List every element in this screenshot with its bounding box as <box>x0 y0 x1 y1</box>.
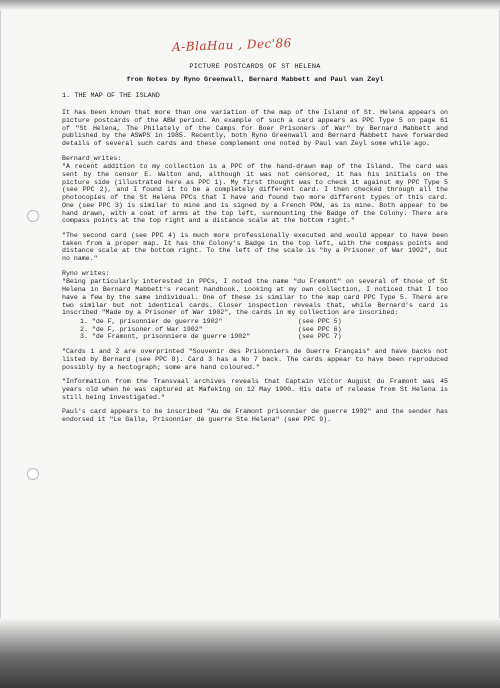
list-item <box>80 333 448 341</box>
article-authors: from Notes by Ryno Greenwall, Bernard Mabbett and Paul van Zeyl <box>126 75 384 84</box>
section-heading: 1. THE MAP OF THE ISLAND <box>62 92 160 101</box>
article-body <box>62 64 448 431</box>
inscription-ref: (see PPC 7) <box>298 333 342 341</box>
scan-shadow-bottom <box>0 618 500 688</box>
inscription-text: 2. "de F, prisoner of War 1902" <box>80 325 203 333</box>
inscription-text: 1. "de F, prisonnier de guerre 1902" <box>80 317 223 325</box>
paragraph-ryno-1: "Being particularly interested in PPCs, I noted the name "du Fremont" on several of those of St Helena in Bernard Mabbett's recent handbook. Looking at my own collection, I noticed that I too have a few by the same individual. One of these is similar to the map card PPC Type 5. There are two similar but not identical cards. Closer inspection reveals that, while Bernard's card is inscribed "Made by a Prisoner of War 1902", the cards in my collection are inscribed: <box>62 278 448 317</box>
label-bernard-writes: Bernard writes: <box>62 154 122 162</box>
paragraph-paul: Paul's card appears to be inscribed "Au de Framont prisonnier de guerre 1902" and the sender has endorsed it "Le Galle, Prisonnier de guerre Ste Helena" (see PPC 9). <box>62 408 448 424</box>
inscription-ref: (see PPC 5) <box>298 317 342 325</box>
punch-hole-upper <box>27 210 39 222</box>
list-item <box>80 318 448 326</box>
inscription-ref: (see PPC 6) <box>298 325 342 333</box>
punch-hole-lower <box>27 468 39 480</box>
inscription-text: 3. "de Framont, prisonniere de guerre 1902" <box>80 333 251 341</box>
paragraph-ryno-3: "Information from the Transvaal archives reveals that Captain Victor August du Framont was 45 years old when he was captured at Mafeking on 12 May 1900. His date of release from St Helena is still being investigated." <box>62 378 448 401</box>
paragraph-ryno-2: "Cards 1 and 2 are overprinted "Souvenir des Prisonniers de Guerre Français" and have backs not listed by Bernard (see PPC 8). Card 3 has a No 7 back. The cards appear to have been reproduced possibly by a hectograph; some are hand coloured." <box>62 348 448 371</box>
paragraph-bernard-2: "The second card (see PPC 4) is much more professionally executed and would appear to have been taken from a proper map. It has the Colony's Badge in the top left, with the compass points and distance scale at the bottom right. To the left of the scale is "by a Prisoner of War 1902", but no name." <box>62 231 448 263</box>
paragraph-intro: It has been known that more than one variation of the map of the Island of St. Helena appears on picture postcards of the ABW period. An example of such a card appears as PPC Type 5 on page 61 of "St Helena, The Philately of the Camps for Boer Prisoners of War" by Bernard Mabbett and published by the ASWPS in 1985. Recently, both Ryno Greenwall and Bernard Mabbett have forwarded details of several such cards and these complement one noted by Paul van Zeyl some while ago. <box>62 109 448 147</box>
inscription-list <box>80 318 448 341</box>
label-ryno-writes: Ryno writes: <box>62 269 110 277</box>
scan-shadow-top <box>0 0 500 10</box>
list-item <box>80 326 448 334</box>
article-title: PICTURE POSTCARDS OF ST HELENA <box>189 63 321 71</box>
handwritten-annotation: A-BlaHau , Dec'86 <box>171 35 293 55</box>
paragraph-bernard-1: "A recent addition to my collection is a PPC of the hand-drawn map of the Island. The card was sent by the censor E. Walton and, although it was not censored, it has his initials on the picture side (illustrated here as PPC 1). My first thought was to check it against my PPC Type 5 (see PPC 2), and I found it to be a completely different card. I then checked through all the photocopies of the St Helena PPCs that I have and found two more different types of this card. One (see PPC 3) is similar to mine and is signed by a French POW, as is mine. Both appear to be hand drawn, with a coat of arms at the top left, surmounting the Badge of the Colony. There are compass points at the top right and a distance scale at the bottom right." <box>62 163 448 225</box>
